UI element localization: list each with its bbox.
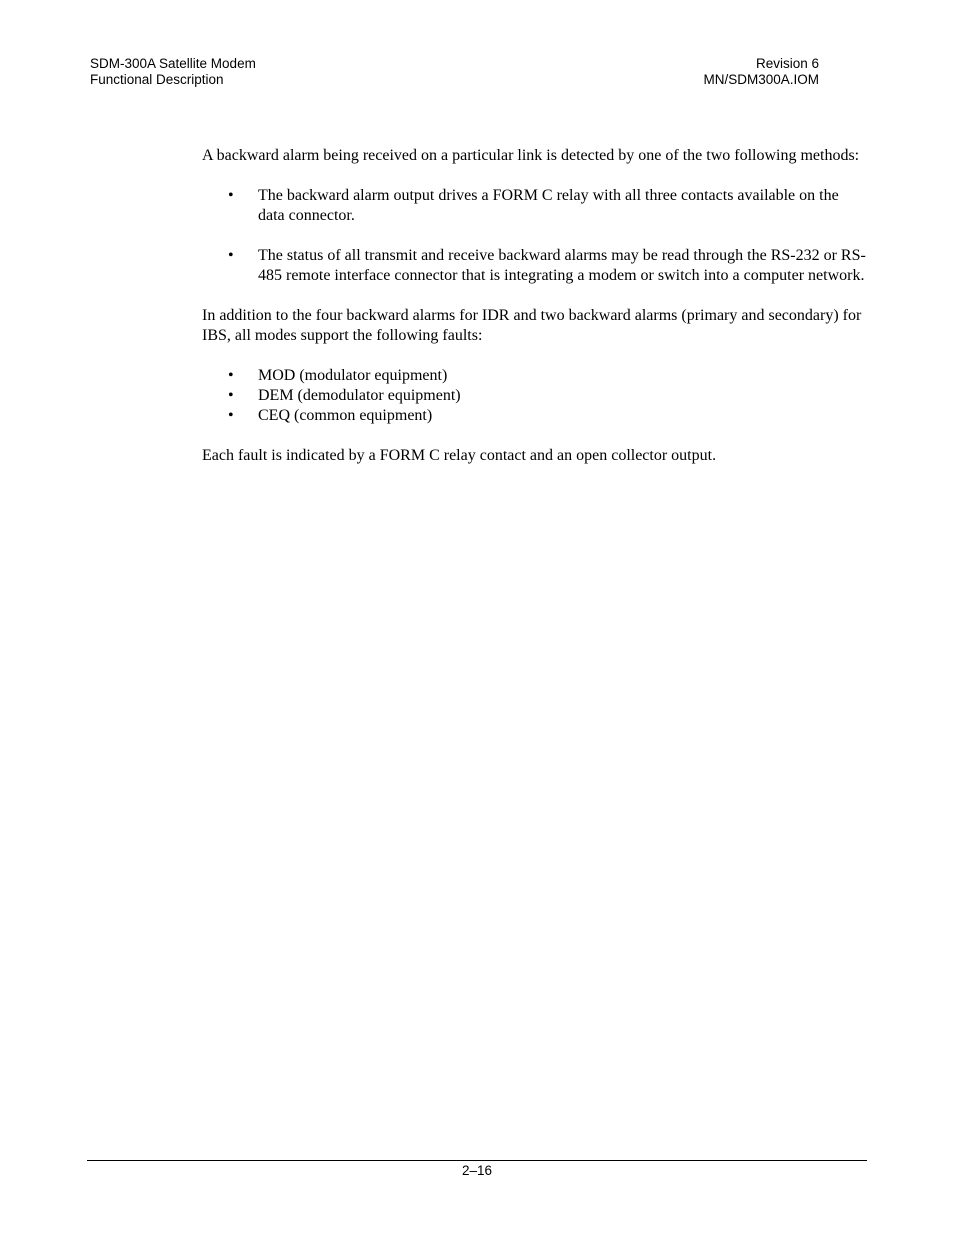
section-title: Functional Description (90, 72, 224, 87)
fault-text: CEQ (common equipment) (258, 407, 433, 424)
page-header-right (703, 56, 819, 88)
faults-paragraph: In addition to the four backward alarms for IDR and two backward alarms (primary and secondary) for IBS, all modes support the following faults: (202, 307, 862, 344)
bullet-icon: • (228, 187, 234, 204)
page-number: 2–16 (461, 1163, 493, 1178)
bullet-icon: • (228, 387, 234, 404)
bullet-icon: • (228, 407, 234, 424)
document-body (202, 146, 867, 466)
list-item (202, 246, 867, 286)
list-item (202, 186, 867, 226)
list-item (202, 386, 867, 406)
method-text: The status of all transmit and receive backward alarms may be read through the RS-232 or RS-485 remote interface connector that is integrating a modem or switch into a computer network. (258, 247, 866, 284)
footer-divider (87, 1160, 867, 1161)
bullet-icon: • (228, 247, 234, 264)
list-item (202, 406, 867, 426)
closing-paragraph: Each fault is indicated by a FORM C relay contact and an open collector output. (202, 447, 717, 464)
fault-text: MOD (modulator equipment) (258, 367, 448, 384)
bullet-icon: • (228, 367, 234, 384)
fault-text: DEM (demodulator equipment) (258, 387, 461, 404)
revision-label: Revision 6 (755, 56, 819, 71)
document-id: MN/SDM300A.IOM (703, 72, 819, 87)
page-header-left (90, 56, 256, 88)
intro-paragraph: A backward alarm being received on a particular link is detected by one of the two following methods: (202, 147, 860, 164)
list-item (202, 366, 867, 386)
document-title: SDM-300A Satellite Modem (90, 56, 256, 71)
method-text: The backward alarm output drives a FORM C relay with all three contacts available on the data connector. (258, 187, 839, 224)
